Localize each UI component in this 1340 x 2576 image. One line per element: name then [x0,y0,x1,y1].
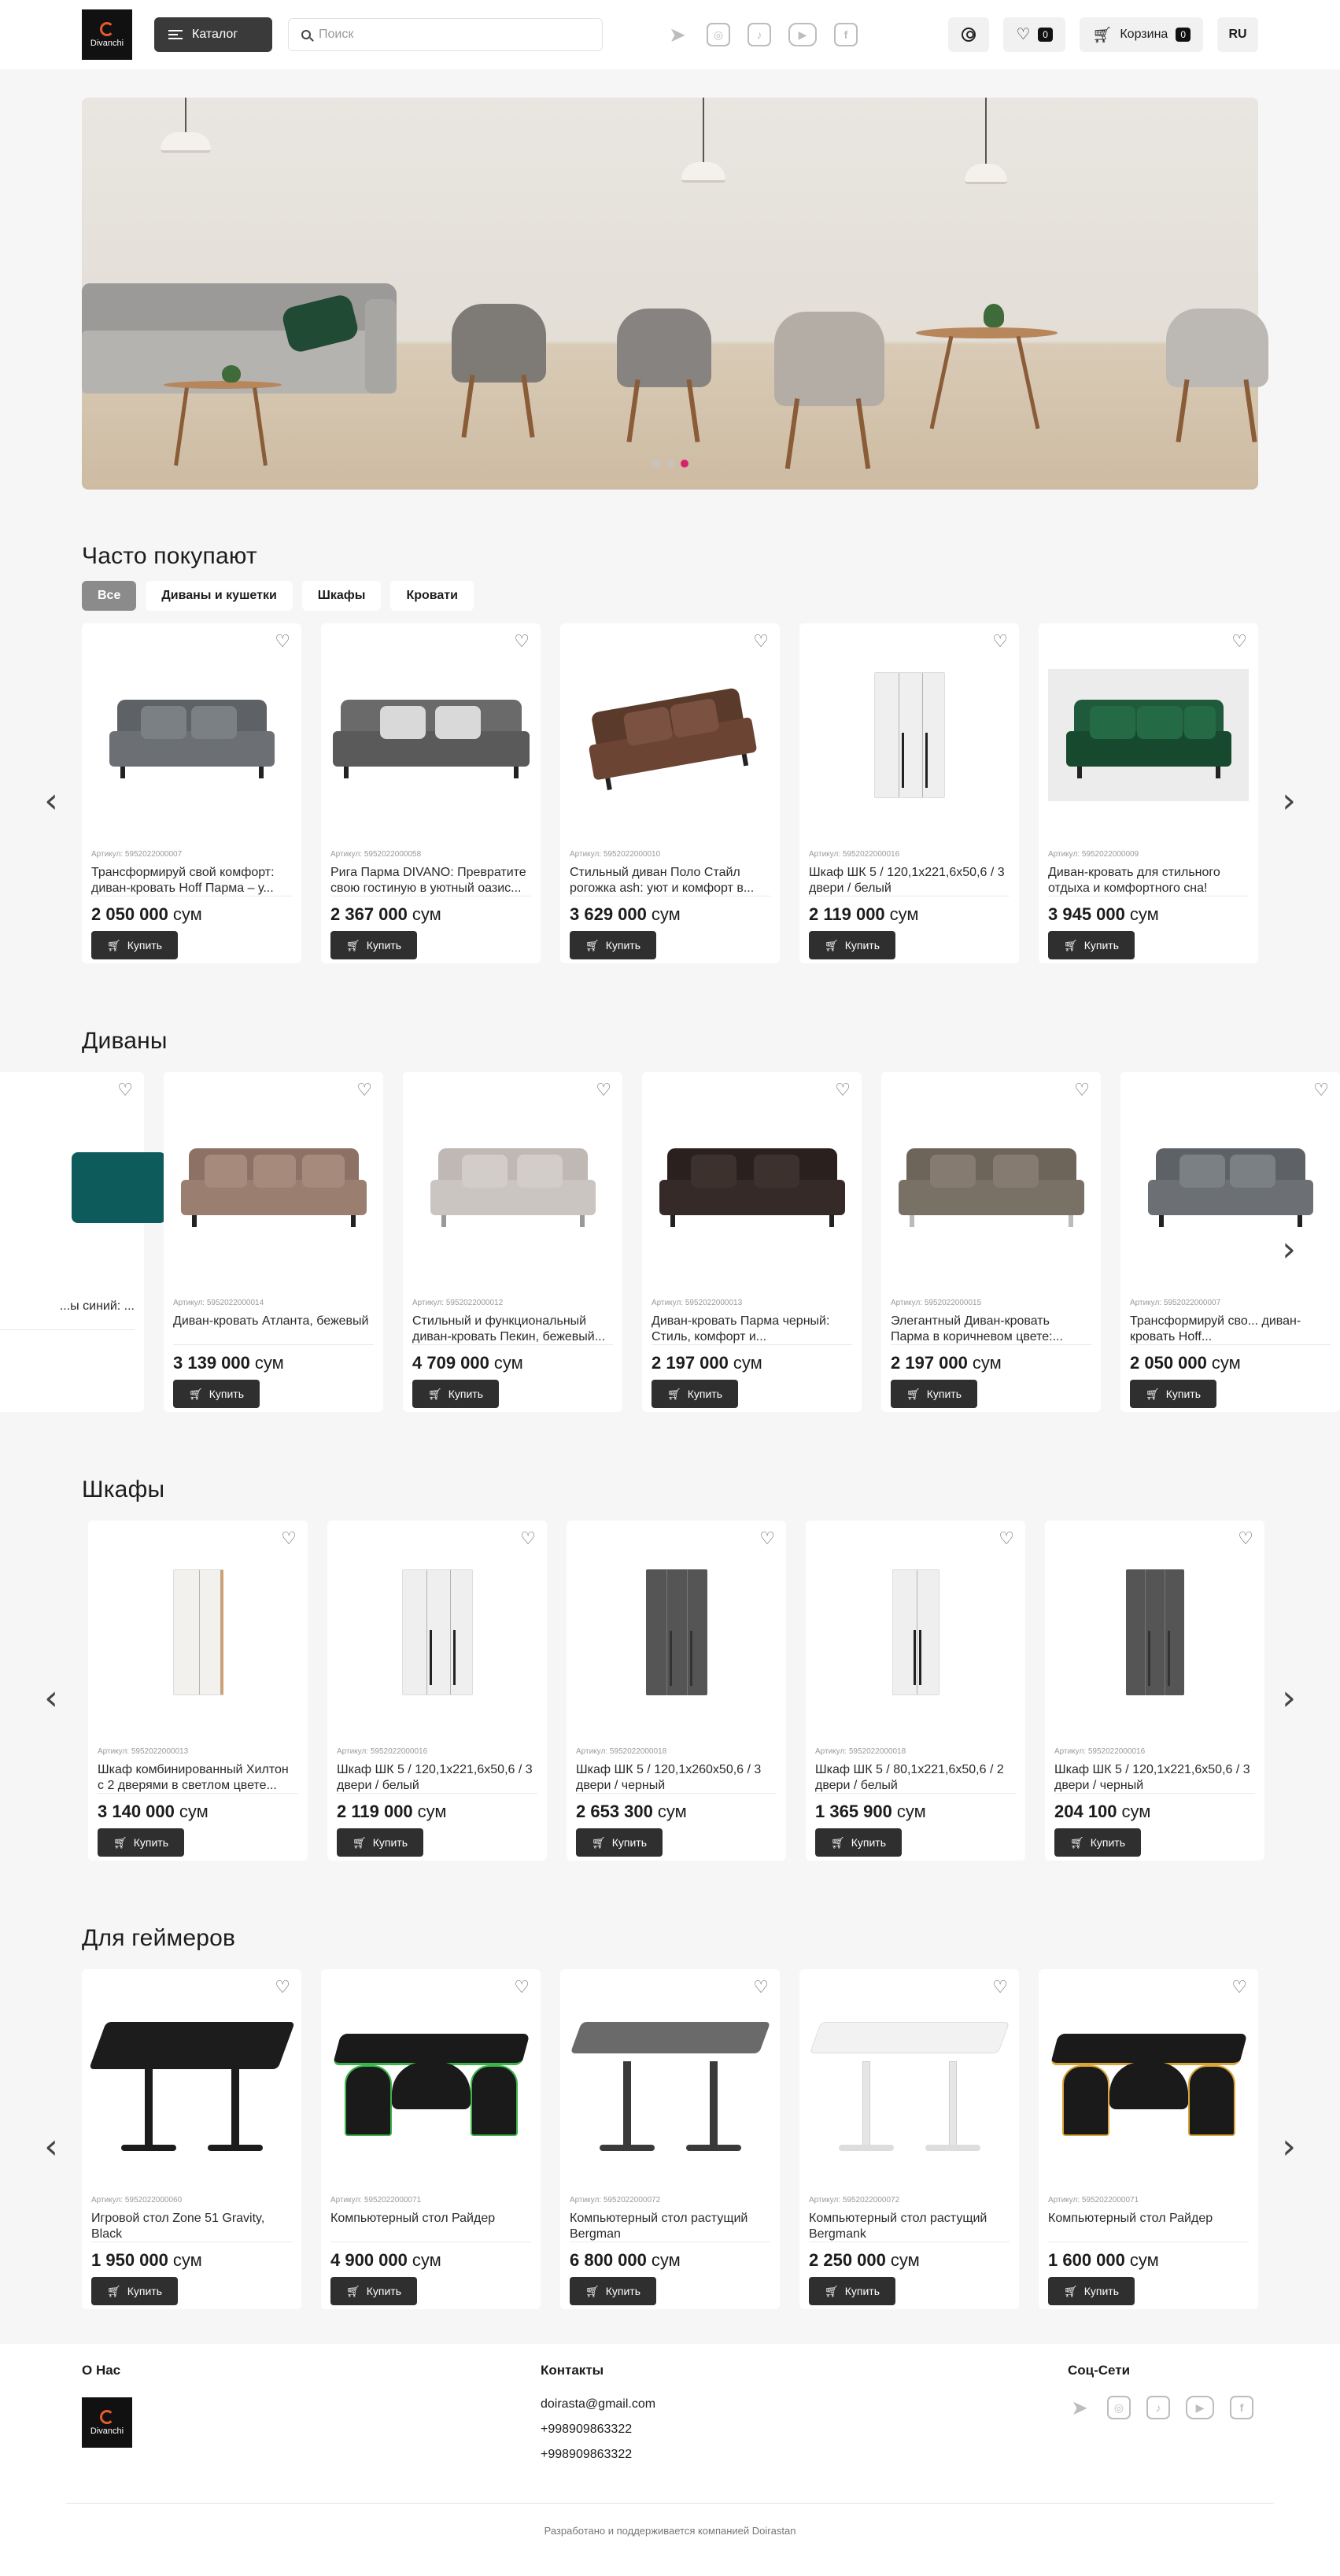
product-image[interactable] [1054,1538,1255,1727]
buy-button[interactable]: 🛒︎ Купить [576,1828,663,1857]
chevron-right-icon[interactable]: › [1282,2127,1296,2167]
favorites-button[interactable] [1003,17,1065,52]
menu-icon [168,30,183,39]
product-card[interactable] [327,1521,547,1861]
filter-sofas[interactable]: Диваны и кушетки [146,581,292,611]
heart-icon[interactable]: ♡ [117,1080,133,1100]
buy-button[interactable]: 🛒︎ Купить [91,931,178,959]
footer-contacts [541,2363,655,2462]
buy-button[interactable]: 🛒︎ Купить [337,1828,423,1857]
heart-icon[interactable]: ♡ [596,1080,611,1100]
search-placeholder: Поиск [319,28,354,41]
pendant-lamp-image [161,98,211,153]
heart-icon[interactable]: ♡ [1231,1977,1247,1997]
heart-icon[interactable]: ♡ [1074,1080,1090,1100]
cart-icon: 🛒︎ [585,938,600,952]
footer-about-title: О Нас [82,2363,121,2378]
footer-socials [1068,2363,1253,2419]
chevron-right-icon[interactable]: › [1282,1678,1296,1718]
product-price: 2 250 000 сум [809,2250,920,2270]
cart-icon: 🛒︎ [345,938,360,952]
facebook-icon[interactable]: f [1230,2396,1253,2419]
product-name[interactable]: Компьютерный стол растущий Bergmank [809,2211,1010,2242]
instagram-icon[interactable]: ◎ [707,23,730,46]
product-name[interactable]: Компьютерный стол растущий Bergman [570,2211,770,2242]
footer-divider [66,2503,1274,2504]
product-card[interactable] [799,623,1019,963]
favorites-count: 0 [1038,28,1053,42]
product-image[interactable] [0,1089,135,1278]
coffee-table-image [164,381,282,468]
product-sku: Артикул: 5952022000007 [1130,1299,1221,1307]
product-name[interactable]: Шкаф ШК 5 / 120,1x221,6x50,6 / 3 двери / черный [1054,1762,1255,1794]
product-image[interactable] [1048,641,1249,830]
slider-dots [652,460,688,468]
cart-icon: 🛒︎ [824,2284,839,2297]
product-sku: Артикул: 5952022000018 [576,1747,667,1756]
cart-label: Корзина [1120,28,1168,41]
site-footer [0,2344,1340,2576]
product-name[interactable]: Шкаф ШК 5 / 120,1x260x50,6 / 3 двери / черный [576,1762,777,1794]
heart-icon[interactable]: ♡ [753,631,769,651]
section-popular [0,543,1340,963]
product-name[interactable]: Компьютерный стол Райдер [1048,2211,1249,2242]
product-card[interactable] [560,1969,780,2309]
product-carousel [0,623,1340,963]
filter-wardrobes[interactable]: Шкафы [302,581,382,611]
product-price: 3 140 000 сум [98,1802,209,1821]
product-carousel [0,1521,1340,1861]
account-button[interactable] [948,17,989,52]
product-image[interactable] [570,1987,770,2175]
round-table-image [916,327,1058,430]
product-price: 4 900 000 сум [330,2250,441,2270]
product-sku: Артикул: 5952022000071 [330,2196,422,2205]
cart-icon: 🛒︎ [106,2284,121,2297]
product-card[interactable] [1120,1072,1340,1412]
product-sku: Артикул: 5952022000009 [1048,850,1139,859]
product-name[interactable]: Элегантный Диван-кровать Парма в коричневом цвете:... [891,1314,1091,1345]
buy-button[interactable]: 🛒︎ Купить [330,2277,417,2305]
heart-icon[interactable]: ♡ [520,1528,536,1548]
section-title: Для геймеров [82,1925,236,1951]
product-image[interactable] [652,1089,852,1278]
buy-button[interactable]: 🛒︎ Купить [1054,1828,1141,1857]
cart-icon: 🛒︎ [1069,1835,1084,1849]
product-price: 1 365 900 сум [815,1802,926,1821]
product-name[interactable]: ...ы синий: ... [0,1299,135,1330]
product-sku: Артикул: 5952022000013 [652,1299,743,1307]
footer-logo[interactable] [82,2397,132,2448]
product-card[interactable] [82,1969,301,2309]
catalog-label: Каталог [192,28,238,41]
product-card[interactable] [799,1969,1019,2309]
catalog-button[interactable] [154,17,272,52]
product-image[interactable] [330,641,531,830]
heart-icon[interactable]: ♡ [1231,631,1247,651]
product-name[interactable]: Диван-кровать для стильного отдыха и комфортного сна! [1048,865,1249,896]
heart-icon[interactable]: ♡ [514,631,530,651]
product-sku: Артикул: 5952022000072 [570,2196,661,2205]
product-name[interactable]: Рига Парма DIVANO: Превратите свою гостиную в уютный оазис... [330,865,531,896]
heart-icon[interactable]: ♡ [1238,1528,1253,1548]
product-name[interactable]: Шкаф ШК 5 / 120,1x221,6x50,6 / 3 двери / белый [809,865,1010,896]
tiktok-icon[interactable]: ♪ [1146,2396,1170,2419]
product-sku: Артикул: 5952022000014 [173,1299,264,1307]
tiktok-icon[interactable]: ♪ [748,23,771,46]
product-image[interactable] [91,641,292,830]
chevron-right-icon[interactable]: › [1282,1229,1296,1270]
heart-icon[interactable]: ♡ [753,1977,769,1997]
section-wardrobes [0,1476,1340,1861]
product-card[interactable] [881,1072,1101,1412]
product-card[interactable] [164,1072,383,1412]
hero-banner[interactable] [82,98,1258,490]
buy-button[interactable]: 🛒︎ Купить [570,931,656,959]
footer-phone-link[interactable]: +998909863322 [541,2448,633,2461]
buy-button[interactable]: 🛒︎ Купить [91,2277,178,2305]
product-image[interactable] [815,1538,1016,1727]
product-image[interactable] [337,1538,537,1727]
cart-icon: 🛒︎ [591,1835,606,1849]
buy-button[interactable]: 🛒︎ Купить [412,1380,499,1408]
product-card[interactable] [806,1521,1025,1861]
chevron-left-icon[interactable]: ‹ [44,781,58,821]
heart-icon[interactable]: ♡ [281,1528,297,1548]
product-carousel [0,1072,1340,1412]
cart-icon: 🛒︎ [1091,26,1113,44]
heart-icon[interactable]: ♡ [275,1977,290,1997]
product-image[interactable] [173,1089,374,1278]
product-image[interactable] [412,1089,613,1278]
search-input[interactable] [288,18,603,51]
cart-icon: 🛒︎ [666,1387,681,1400]
logo-mark-icon [100,2410,114,2424]
product-price: 6 800 000 сум [570,2250,681,2270]
instagram-icon[interactable]: ◎ [1107,2396,1131,2419]
telegram-icon[interactable]: ➤ [669,22,686,46]
product-image[interactable] [330,1987,531,2175]
product-sku: Артикул: 5952022000015 [891,1299,982,1307]
product-sku: Артикул: 5952022000060 [91,2196,183,2205]
buy-button[interactable]: 🛒︎ Купить [1048,2277,1135,2305]
product-name[interactable]: Стильный и функциональный диван-кровать Пекин, бежевый... [412,1314,613,1345]
section-title: Диваны [82,1028,168,1054]
product-image[interactable] [576,1538,777,1727]
product-card[interactable] [567,1521,786,1861]
footer-copyright: Разработано и поддерживается компанией Doirastan [544,2525,796,2537]
product-name[interactable]: Компьютерный стол Райдер [330,2211,531,2242]
cart-icon: 🛒︎ [1145,1387,1160,1400]
category-filters [0,581,1340,611]
product-price: 2 050 000 сум [91,904,202,924]
cart-icon: 🛒︎ [113,1835,127,1849]
section-sofas [0,1028,1340,1412]
buy-button[interactable]: 🛒︎ Купить [809,2277,895,2305]
product-sku: Артикул: 5952022000012 [412,1299,504,1307]
chevron-left-icon[interactable]: ‹ [44,1678,58,1718]
chair-image [617,309,711,442]
product-card[interactable] [1039,623,1258,963]
heart-icon[interactable]: ♡ [999,1528,1014,1548]
product-sku: Артикул: 5952022000071 [1048,2196,1139,2205]
youtube-icon[interactable]: ▶ [788,23,817,46]
product-image[interactable] [809,1987,1010,2175]
facebook-icon[interactable]: f [834,23,858,46]
heart-icon[interactable]: ♡ [356,1080,372,1100]
product-card[interactable] [88,1521,308,1861]
heart-icon[interactable]: ♡ [992,631,1008,651]
site-logo[interactable] [82,9,132,60]
cart-icon: 🛒︎ [830,1835,845,1849]
product-name[interactable]: Игровой стол Zone 51 Gravity, Black [91,2211,292,2242]
cart-icon: 🛒︎ [106,938,121,952]
product-price: 1 950 000 сум [91,2250,202,2270]
chair-image [1166,309,1268,442]
product-image[interactable] [1048,1987,1249,2175]
cart-icon: 🛒︎ [1063,2284,1078,2297]
product-price: 3 629 000 сум [570,904,681,924]
product-name[interactable]: Шкаф комбинированный Хилтон с 2 дверями в светлом цвете... [98,1762,298,1794]
youtube-icon[interactable]: ▶ [1186,2396,1214,2419]
pendant-lamp-image [965,98,1007,184]
slider-dot[interactable] [666,460,674,468]
product-sku: Артикул: 5952022000007 [91,850,183,859]
buy-button[interactable]: 🛒︎ Купить [570,2277,656,2305]
site-header [0,0,1340,69]
cart-icon: 🛒︎ [824,938,839,952]
cart-button[interactable] [1080,17,1203,52]
product-image[interactable] [98,1538,298,1727]
product-card[interactable] [1039,1969,1258,2309]
product-image[interactable] [891,1089,1091,1278]
buy-button[interactable]: 🛒︎ Купить [815,1828,902,1857]
product-card[interactable] [0,1072,144,1412]
product-sku: Артикул: 5952022000016 [337,1747,428,1756]
heart-icon[interactable]: ♡ [514,1977,530,1997]
section-gamers [0,1925,1340,2309]
footer-about [82,2363,132,2448]
buy-button[interactable]: 🛒︎ Купить [173,1380,260,1408]
product-card[interactable] [403,1072,622,1412]
product-card[interactable] [321,623,541,963]
chair-image [452,304,546,438]
slider-dot[interactable] [652,460,660,468]
product-card[interactable] [560,623,780,963]
language-switcher[interactable]: RU [1217,17,1258,52]
product-card[interactable] [1045,1521,1264,1861]
product-name[interactable]: Трансформируй свой комфорт: диван-кровать Hoff Парма – у... [91,865,292,896]
buy-button[interactable]: 🛒︎ Купить [809,931,895,959]
product-card[interactable] [321,1969,541,2309]
product-image[interactable] [570,641,770,830]
product-name[interactable]: Трансформируй сво... диван-кровать Hoff... [1130,1314,1331,1345]
product-name[interactable]: Стильный диван Поло Стайл рогожка ash: уют и комфорт в... [570,865,770,896]
product-price: 3 945 000 сум [1048,904,1159,924]
chair-image [774,312,884,469]
logo-mark-icon [100,22,114,36]
product-image[interactable] [809,641,1010,830]
heart-icon[interactable]: ♡ [1313,1080,1329,1100]
product-sku: Артикул: 5952022000072 [809,2196,900,2205]
product-price: 2 119 000 сум [809,904,919,924]
product-price: 2 197 000 сум [891,1353,1002,1373]
plant-image [984,304,1004,327]
buy-button[interactable]: 🛒︎ Купить [652,1380,738,1408]
product-sku: Артикул: 5952022000016 [1054,1747,1146,1756]
product-sku: Артикул: 5952022000010 [570,850,661,859]
product-carousel [0,1969,1340,2309]
product-price: 204 100 сум [1054,1802,1151,1821]
cart-icon: 🛒︎ [585,2284,600,2297]
slider-dot-active[interactable] [681,460,688,468]
filter-beds[interactable]: Кровати [390,581,474,611]
user-icon [962,28,976,42]
logo-text: Divanchi [90,2426,124,2436]
footer-phone-link[interactable]: +998909863322 [541,2423,633,2436]
buy-button[interactable]: 🛒︎ Купить [1048,931,1135,959]
logo-text: Divanchi [90,38,124,48]
buy-button[interactable]: 🛒︎ Купить [891,1380,977,1408]
cart-icon: 🛒︎ [906,1387,921,1400]
product-price: 1 600 000 сум [1048,2250,1159,2270]
heart-icon[interactable]: ♡ [835,1080,851,1100]
header-socials [666,23,858,46]
product-sku: Артикул: 5952022000018 [815,1747,906,1756]
product-sku: Артикул: 5952022000016 [809,850,900,859]
section-title: Часто покупают [82,543,257,569]
buy-button[interactable]: 🛒︎ Купить [330,931,417,959]
section-title: Шкафы [82,1476,165,1502]
heart-icon[interactable]: ♡ [759,1528,775,1548]
telegram-icon[interactable]: ➤ [1071,2395,1088,2419]
pendant-lamp-image [681,98,725,183]
cart-icon: 🛒︎ [345,2284,360,2297]
cart-icon: 🛒︎ [352,1835,367,1849]
product-price: 2 197 000 сум [652,1353,762,1373]
chevron-left-icon[interactable]: ‹ [44,2127,58,2167]
heart-icon: ♡ [1016,26,1031,43]
product-card[interactable] [82,623,301,963]
heart-icon[interactable]: ♡ [275,631,290,651]
cart-icon: 🛒︎ [1063,938,1078,952]
product-price: 2 367 000 сум [330,904,441,924]
search-icon [301,30,311,39]
chevron-right-icon[interactable]: › [1282,781,1296,821]
cart-icon: 🛒︎ [188,1387,203,1400]
cart-icon: 🛒︎ [427,1387,442,1400]
product-price: 2 653 300 сум [576,1802,687,1821]
product-name[interactable]: Шкаф ШК 5 / 120,1x221,6x50,6 / 3 двери / белый [337,1762,537,1794]
product-price: 4 709 000 сум [412,1353,523,1373]
footer-email-link[interactable]: doirasta@gmail.com [541,2397,656,2411]
product-sku: Артикул: 5952022000013 [98,1747,189,1756]
cart-count: 0 [1176,28,1190,42]
buy-button[interactable]: 🛒︎ Купить [1130,1380,1216,1408]
product-price: 2 119 000 сум [337,1802,447,1821]
footer-contacts-title: Контакты [541,2363,604,2378]
filter-all[interactable]: Все [82,581,136,611]
product-price: 3 139 000 сум [173,1353,284,1373]
plant-image [222,365,241,383]
product-name[interactable]: Диван-кровать Парма черный: Стиль, комфорт и... [652,1314,852,1345]
product-price: 2 050 000 сум [1130,1353,1241,1373]
product-card[interactable] [642,1072,862,1412]
product-name[interactable]: Шкаф ШК 5 / 80,1x221,6x50,6 / 2 двери / белый [815,1762,1016,1794]
heart-icon[interactable]: ♡ [992,1977,1008,1997]
product-sku: Артикул: 5952022000058 [330,850,422,859]
product-name[interactable]: Диван-кровать Атланта, бежевый [173,1314,374,1345]
footer-social-title: Соц-Сети [1068,2363,1131,2378]
product-image[interactable] [91,1987,292,2175]
buy-button[interactable]: 🛒︎ Купить [98,1828,184,1857]
